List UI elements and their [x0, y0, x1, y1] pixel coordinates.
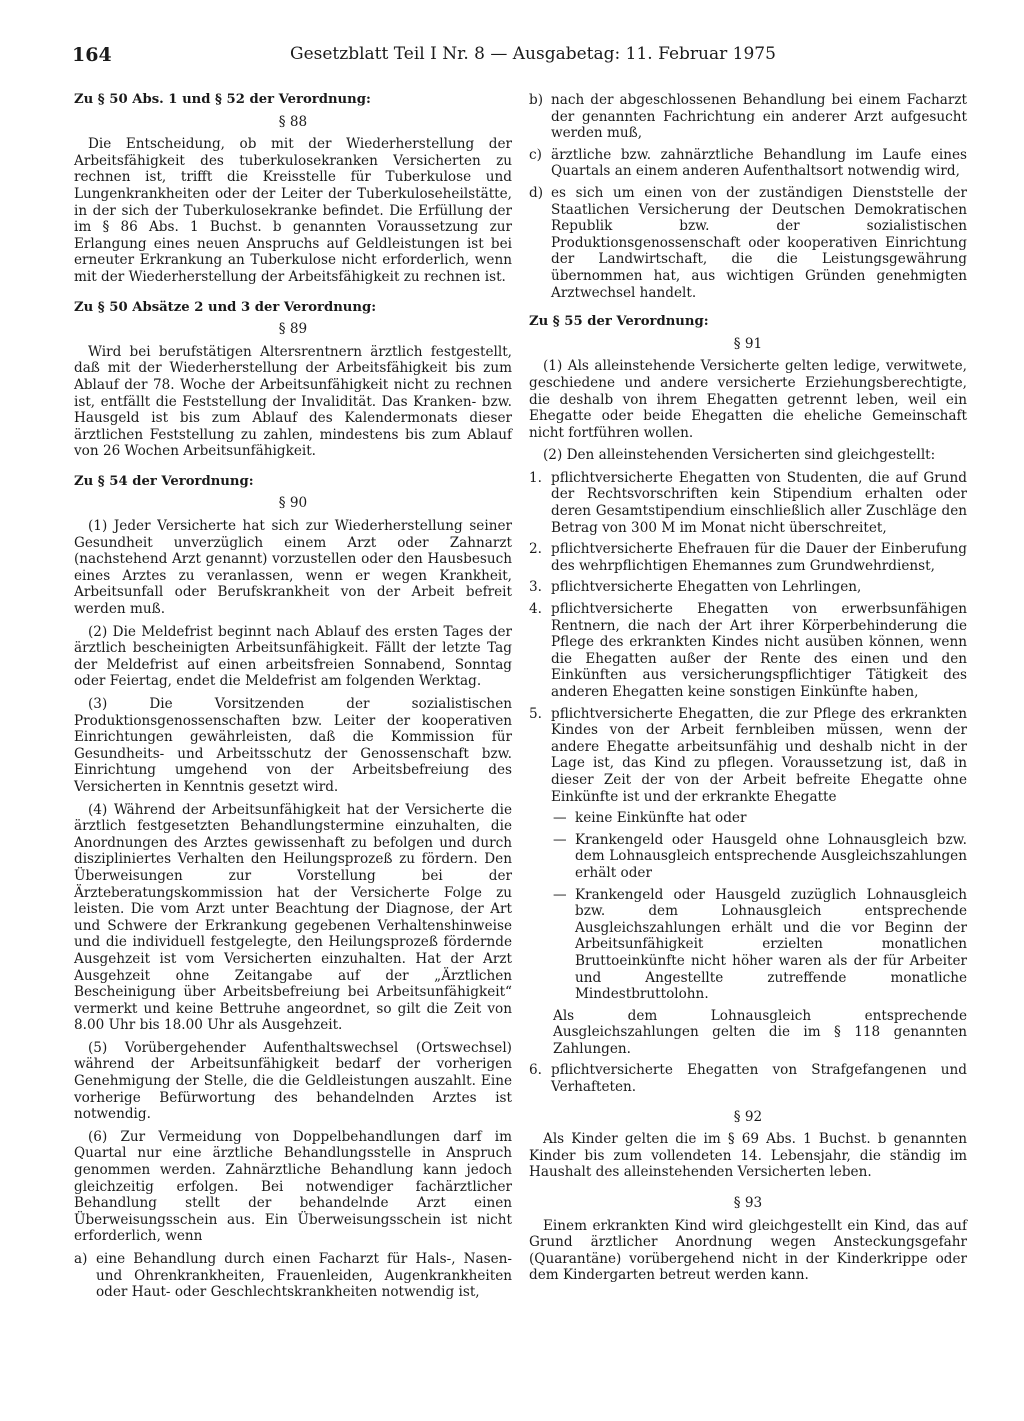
list-text: pflichtversicherte Ehegatten von Studenten, die auf Grund der Rechtsvorschriften kein Stipendium erhalten oder deren Gesamtstipendium einschließlich aller Zuschläge den Betrag von 300 M im Monat nicht überschreitet,	[551, 469, 967, 536]
list-text: pflichtversicherte Ehegatten von Strafgefangenen und Verhafteten.	[551, 1062, 967, 1096]
paragraph-text: (2) Die Meldefrist beginnt nach Ablauf des ersten Tages der ärztlich bescheinigten Arbeitsunfähigkeit. Fällt der letzte Tag der Meldefrist auf einen arbeitsfreien Sonnabend, Sonntag oder Feiertag, endet die Meldefrist am folgenden Werktag.	[74, 623, 512, 690]
page-number: 164	[72, 44, 112, 66]
dash-label: —	[553, 810, 567, 827]
list-label: 5.	[529, 705, 542, 722]
paragraph-text: (1) Als alleinstehende Versicherte gelten ledige, verwitwete, geschiedene und andere versicherte Erziehungsberechtigte, die deshalb von ihrem Ehegatten getrennt leben, weil ein Ehegatte oder beide Ehegatten die eheliche Gemeinschaft nicht fortführen wollen.	[529, 358, 967, 441]
dash-item	[553, 832, 967, 882]
list-item	[529, 1062, 967, 1095]
running-header: Gesetzblatt Teil I Nr. 8 — Ausgabetag: 11. Februar 1975	[290, 44, 776, 64]
paragraph-text: (4) Während der Arbeitsunfähigkeit hat der Versicherte die ärztlich festgesetzten Behandlungstermine einzuhalten, die Anordnungen des Arztes gewissenhaft zu befolgen und durch diszipliniertes Verhalten den Heilungsprozeß zu fördern. Den Überweisungen zur Vorstellung bei der Ärzteberatungskommission hat der Versicherte Folge zu leisten. Die vom Arzt unter Beachtung der Diagnose, der Art und Schwere der Erkrankung gegebenen Verhaltenshinweise und die individuell festgelegte, den Heilungsprozeß fördernde Ausgehzeit ist vom Versicherten einzuhalten. Hat der Arzt Ausgehzeit ohne Zeitangabe auf der „Ärztlichen Bescheinigung über Arbeitsbefreiung bei Arbeitsunfähigkeit“ vermerkt und keine Bettruhe angeordnet, so gilt die Zeit von 8.00 Uhr bis 18.00 Uhr als Ausgehzeit.	[74, 801, 512, 1034]
list-item	[529, 601, 967, 701]
paragraph-text: (2) Den alleinstehenden Versicherten sind gleichgestellt:	[543, 447, 936, 464]
paragraph-text: Einem erkrankten Kind wird gleichgestellt ein Kind, das auf Grund ärztlicher Anordnung wegen Ansteckungsgefahr (Quarantäne) vorübergehend nicht in der Kinderkrippe oder dem Kindergarten betreut werden kann.	[529, 1217, 967, 1284]
list-item	[529, 147, 967, 180]
list-continuation: Als dem Lohnausgleich entsprechende Ausgleichszahlungen gelten die im § 118 genannten Zahlungen.	[553, 1007, 967, 1057]
list-text: eine Behandlung durch einen Facharzt für Hals-, Nasen- und Ohrenkrankheiten, Frauenleiden, Augenkrankheiten oder Haut- oder Geschlechtskrankheiten notwendig ist,	[96, 1251, 512, 1301]
list-label: 6.	[529, 1062, 542, 1079]
list-item	[529, 92, 967, 142]
list-label: 2.	[529, 541, 542, 558]
list-text: pflichtversicherte Ehegatten, die zur Pflege des erkrankten Kindes von der Arbeit fernbleiben müssen, wenn der andere Ehegatte arbeitsunfähig und deshalb nicht in der Lage ist, das Kind zu pflegen. Voraussetzung ist, daß in dieser Zeit der von der Arbeit befreite Ehegatte ohne Einkünfte ist und der erkrankte Ehegatte	[551, 705, 967, 805]
list-label: a)	[74, 1251, 88, 1267]
dash-label: —	[553, 886, 567, 903]
paragraph-text: (5) Vorübergehender Aufenthaltswechsel (Ortswechsel) während der Arbeitsunfähigkeit bedarf der vorherigen Genehmigung der Stelle, die die Geldleistungen auszahlt. Eine vorherige Befürwortung des behandelnden Arztes ist notwendig.	[74, 1039, 512, 1123]
paragraph-number: § 90	[278, 495, 308, 512]
list-item	[529, 579, 967, 596]
list-label: 3.	[529, 579, 542, 596]
paragraph-number: § 88	[278, 113, 308, 130]
paragraph-number: § 93	[733, 1195, 763, 1212]
section-heading: Zu § 50 Abs. 1 und § 52 der Verordnung:	[74, 92, 371, 107]
list-item	[74, 1251, 512, 1301]
dash-text: keine Einkünfte hat oder	[575, 810, 747, 827]
list-label: b)	[529, 92, 544, 108]
left-column	[74, 92, 512, 1306]
right-column	[529, 92, 967, 1290]
paragraph-text: (6) Zur Vermeidung von Doppelbehandlungen darf im Quartal nur eine ärztliche Behandlungsstelle in Anspruch genommen werden. Zahnärztliche Behandlung kann jedoch gleichzeitig erfolgen. Bei notwendiger fachärztlicher Behandlung stellt der behandelnde Arzt einen Überweisungsschein aus. Ein Überweisungsschein ist nicht erforderlich, wenn	[74, 1128, 512, 1245]
paragraph-text: (3) Die Vorsitzenden der sozialistischen Produktionsgenossenschaften bzw. Leiter der kooperativen Einrichtungen gewährleisten, daß die Kommission für Gesundheits- und Arbeitsschutz der Genossenschaft bzw. Einrichtung umgehend von der Arbeitsbefreiung des Versicherten in Kenntnis gesetzt wird.	[74, 696, 512, 795]
section-heading: Zu § 50 Absätze 2 und 3 der Verordnung:	[74, 299, 377, 315]
list-label: 1.	[529, 469, 542, 486]
paragraph-text: (1) Jeder Versicherte hat sich zur Wiederherstellung seiner Gesundheit unverzüglich einem Arzt oder Zahnarzt (nachstehend Arzt genannt) vorzustellen oder den Hausbesuch eines Arztes zu veranlassen, wenn er wegen Krankheit, Arbeitsunfall oder Berufskrankheit von der Arbeit befreit werden muß.	[74, 518, 512, 618]
dash-text: Krankengeld oder Hausgeld zuzüglich Lohnausgleich bzw. dem Lohnausgleich entsprechende Ausgleichszahlungen erhält und die vor Beginn der Arbeitsunfähigkeit erzielten monatlichen Bruttoeinkünfte nicht höher waren als der für Arbeiter und Angestellte zutreffende monatliche Mindestbruttolohn.	[575, 886, 967, 1003]
section-heading: Zu § 55 der Verordnung:	[529, 314, 709, 330]
list-item	[529, 706, 967, 806]
paragraph-text: Wird bei berufstätigen Altersrentnern ärztlich festgestellt, daß mit der Wiederherstellung der Arbeitsfähigkeit bis zum Ablauf der 78. Woche der Arbeitsunfähigkeit nicht zu rechnen ist, entfällt die Feststellung der Invalidität. Das Kranken- bzw. Hausgeld ist bis zum Ablauf des Kalendermonats dieser ärztlichen Feststellung zu zahlen, mindestens bis zum Ablauf von 26 Wochen Arbeitsunfähigkeit.	[74, 343, 512, 460]
list-text: pflichtversicherte Ehefrauen für die Dauer der Einberufung des wehrpflichtigen Ehemannes zum Grundwehrdienst,	[551, 541, 967, 574]
paragraph-number: § 92	[733, 1108, 763, 1125]
list-text: ärztliche bzw. zahnärztliche Behandlung im Laufe eines Quartals an einem anderen Aufenthaltsort notwendig wird,	[551, 146, 967, 180]
paragraph-text: Die Entscheidung, ob mit der Wiederherstellung der Arbeitsfähigkeit des tuberkulosekranken Versicherten zu rechnen ist, trifft die Kreisstelle für Tuberkulose und Lungenkrankheiten oder der Leiter der Tuberkuloseheilstätte, in der sich der Tuberkulosekranke befindet. Die Erfüllung der im § 86 Abs. 1 Buchst. b genannten Voraussetzung zur Erlangung eines neuen Anspruchs auf Geldleistungen ist bei erneuter Erkrankung an Tuberkulose nicht erforderlich, wenn mit der Wiederherstellung der Arbeitsfähigkeit zu rechnen ist.	[74, 136, 512, 285]
list-label: c)	[529, 146, 542, 163]
list-label: 4.	[529, 601, 542, 618]
list-text: pflichtversicherte Ehegatten von erwerbsunfähigen Rentnern, die nach der Art ihrer Körperbehinderung die Pflege des erkrankten Kindes nicht ausüben können, wenn die Ehegatten außer der Rente des einen und den Einkünften aus versicherungspflichtiger Tätigkeit des anderen Ehegatten keine sonstigen Einkünfte haben,	[551, 601, 967, 700]
list-item	[529, 185, 967, 301]
dash-item	[553, 887, 967, 1003]
paragraph-number: § 89	[278, 321, 308, 338]
section-heading: Zu § 54 der Verordnung:	[74, 473, 254, 489]
list-text: nach der abgeschlossenen Behandlung bei einem Facharzt der genannten Fachrichtung ein anderer Arzt aufgesucht werden muß,	[551, 92, 967, 142]
dash-text: Krankengeld oder Hausgeld ohne Lohnausgleich bzw. dem Lohnausgleich entsprechende Ausgleichszahlungen erhält oder	[575, 831, 967, 881]
list-text: es sich um einen von der zuständigen Dienststelle der Staatlichen Versicherung der Deutschen Demokratischen Republik bzw. der sozialistischen Produktionsgenossenschaft oder kooperativen Einrichtung der Landwirtschaft, die die Leistungsgewährung übernommen hat, aus wichtigen Gründen genehmigten Arztwechsel handelt.	[551, 184, 967, 301]
list-label: d)	[529, 184, 544, 201]
paragraph-number: § 91	[733, 335, 763, 352]
list-text: pflichtversicherte Ehegatten von Lehrlingen,	[551, 579, 862, 596]
list-item	[529, 541, 967, 574]
dash-label: —	[553, 831, 567, 848]
dash-item	[553, 810, 967, 827]
list-item	[529, 470, 967, 536]
paragraph-text: Als Kinder gelten die im § 69 Abs. 1 Buchst. b genannten Kinder bis zum vollendeten 14. Lebensjahr, die ständig im Haushalt des alleinstehenden Versicherten leben.	[529, 1131, 967, 1181]
